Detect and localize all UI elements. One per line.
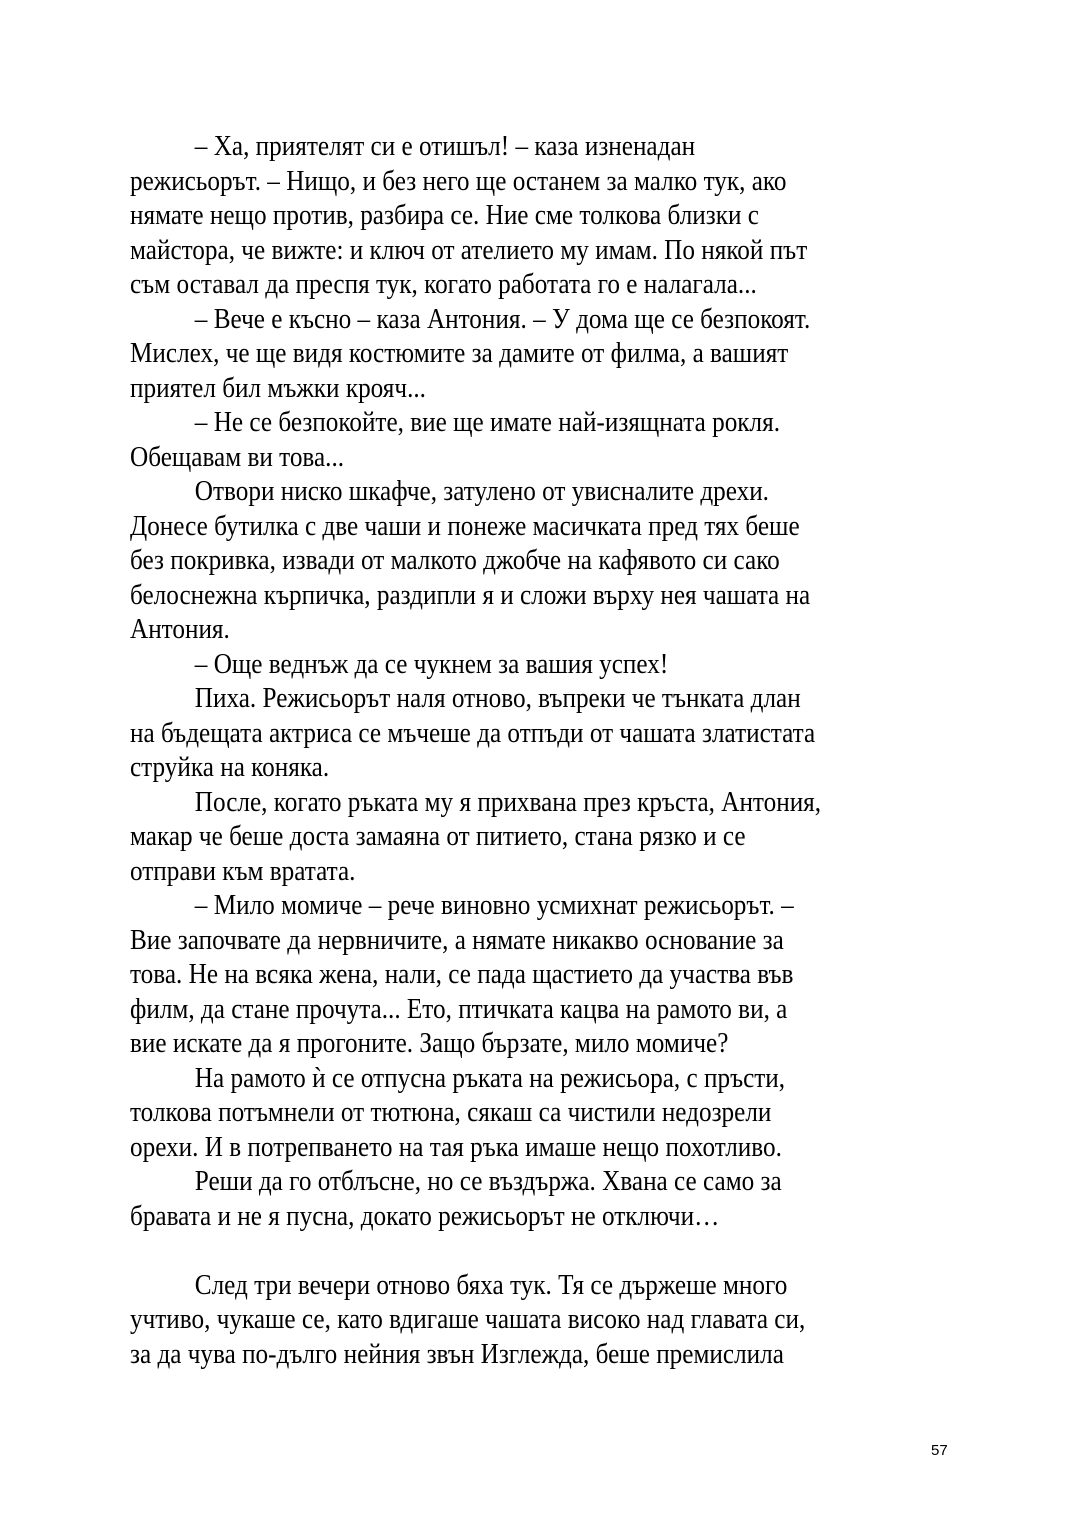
- text-line: белоснежна кърпичка, раздипли я и сложи върху нея чашата на: [130, 579, 811, 611]
- paragraph: [130, 786, 990, 890]
- text-line: на бъдещата актриса се мъчеше да отпъди от чашата златистата: [130, 717, 816, 749]
- paragraph: [130, 1269, 990, 1373]
- text-line: без покривка, извади от малкото джобче на кафявото си сако: [130, 545, 780, 576]
- text-line: това. Не на всяка жена, нали, се пада щастието да участва във: [130, 959, 794, 990]
- text-line: учтиво, чукаше се, като вдигаше чашата високо над главата си,: [130, 1304, 806, 1335]
- text-line: отправи към вратата.: [130, 855, 356, 887]
- text-line: Обещавам ви това...: [130, 441, 345, 473]
- text-line: филм, да стане прочута... Ето, птичката кацва на рамото ви, а: [130, 993, 788, 1025]
- text-line: – Не се безпокойте, вие ще имате най-изящната рокля.: [194, 407, 781, 438]
- text-line: приятел бил мъжки крояч...: [130, 372, 426, 404]
- text-line: нямате нещо против, разбира се. Ние сме толкова близки с: [130, 200, 759, 231]
- paragraph: [130, 303, 990, 407]
- text-line: Вие започвате да нервничите, а нямате никакво основание за: [130, 924, 784, 956]
- paragraph: [130, 406, 990, 475]
- paragraph: [130, 475, 990, 648]
- text-line: – Вече е късно – каза Антония. – У дома ще се безпокоят.: [194, 303, 811, 335]
- text-line: Пиха. Режисьорът наля отново, въпреки че тънката длан: [194, 683, 801, 714]
- paragraph: [130, 682, 990, 786]
- text-line: После, когато ръката му я прихвана през кръста, Антония,: [194, 786, 822, 818]
- text-line: Донесе бутилка с две чаши и понеже масичката пред тях беше: [130, 510, 800, 542]
- text-line: макар че беше доста замаяна от питието, стана рязко и се: [130, 821, 746, 852]
- text-line: вие искате да я прогоните. Защо бързате, мило момиче?: [130, 1028, 729, 1059]
- blank-line: [130, 1234, 990, 1269]
- text-line: орехи. И в потрепването на тая ръка имаше нещо похотливо.: [130, 1131, 782, 1163]
- paragraph: [130, 130, 990, 303]
- text-line: Антония.: [130, 614, 230, 645]
- text-line: След три вечери отново бяха тук. Тя се държеше много: [194, 1269, 788, 1301]
- text-line: майстора, че вижте: и ключ от ателието му имам. По някой път: [130, 234, 808, 266]
- paragraph: [130, 889, 990, 1062]
- text-line: – Ха, приятелят си е отишъл! – каза изненадан: [194, 131, 696, 162]
- text-line: – Още веднъж да се чукнем за вашия успех!: [194, 648, 669, 680]
- paragraph: [130, 648, 990, 683]
- text-line: На рамото ѝ се отпусна ръката на режисьора, с пръсти,: [194, 1062, 786, 1094]
- text-line: Отвори ниско шкафче, затулено от увисналите дрехи.: [194, 476, 769, 507]
- paragraph: [130, 1165, 990, 1234]
- text-line: толкова потъмнели от тютюна, сякаш са чистили недозрели: [130, 1097, 772, 1128]
- page-body: [130, 130, 990, 1372]
- text-line: струйка на коняка.: [130, 752, 330, 783]
- text-line: режисьорът. – Нищо, и без него ще останем за малко тук, ако: [130, 165, 787, 197]
- text-line: за да чува по-дълго нейния звън Изглежда, беше премислила: [130, 1338, 784, 1370]
- paragraph: [130, 1062, 990, 1166]
- text-line: Мислех, че ще видя костюмите за дамите от филма, а вашият: [130, 338, 789, 369]
- text-line: бравата и не я пусна, докато режисьорът не отключи…: [130, 1200, 720, 1232]
- text-line: Реши да го отблъсне, но се въздържа. Хвана се само за: [194, 1166, 782, 1197]
- text-line: – Мило момиче – рече виновно усмихнат режисьорът. –: [194, 890, 794, 921]
- text-line: съм оставал да преспя тук, когато работата го е налагала...: [130, 269, 757, 300]
- page-number: 57: [931, 1442, 948, 1459]
